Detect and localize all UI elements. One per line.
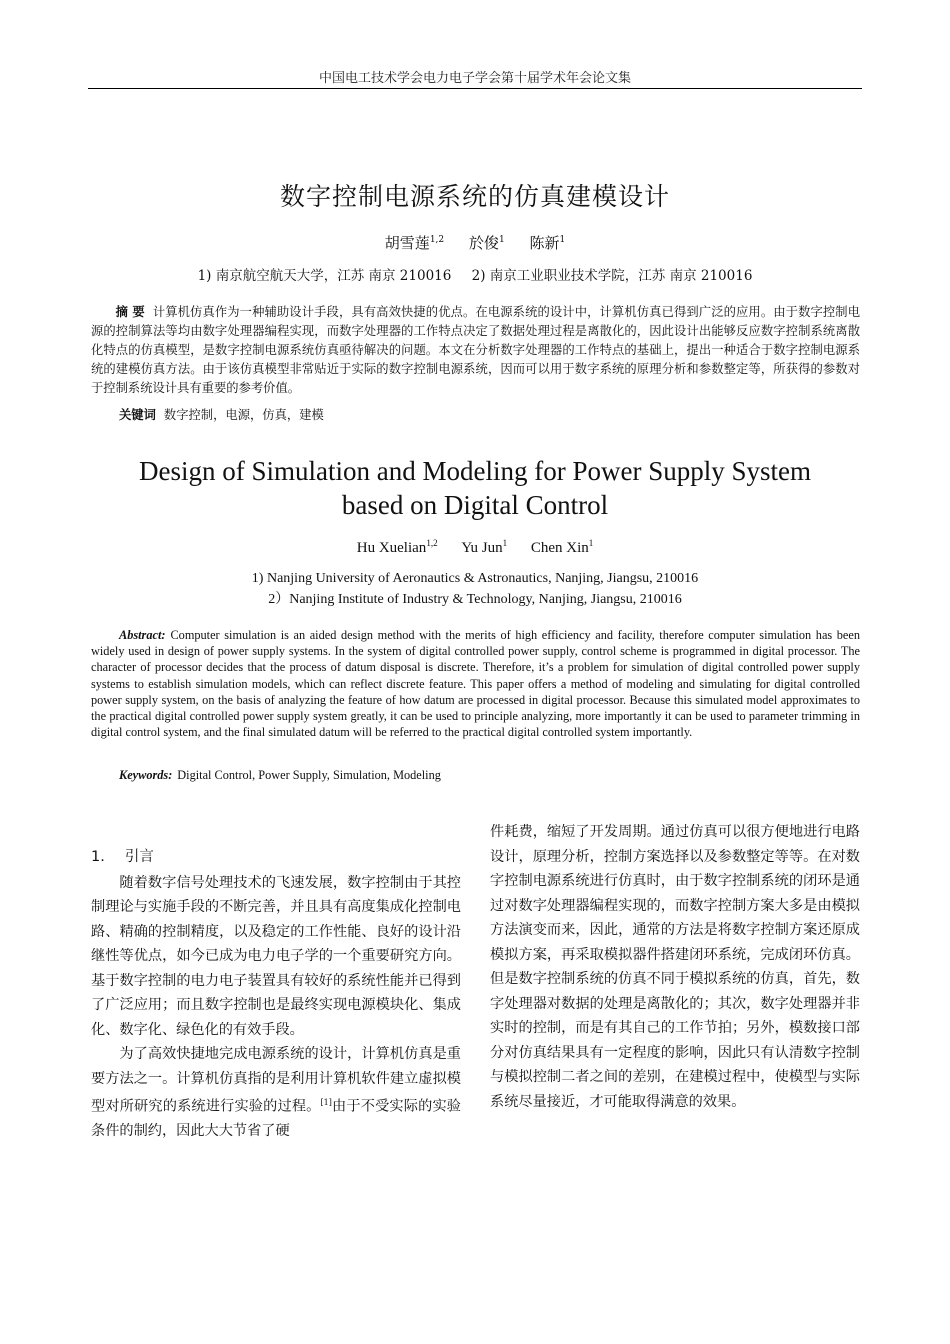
author-name: Hu Xuelian	[356, 540, 427, 556]
author-affil-mark: 1,2	[429, 235, 445, 245]
keywords-label: Keywords:	[119, 768, 173, 782]
title-line: based on Digital Control	[341, 490, 609, 520]
author-affil-mark: 1	[559, 235, 566, 245]
paragraph-text: 为了高效快捷地完成电源系统的设计，计算机仿真是重要方法之一。计算机仿真指的是利用计算机软件建立虚拟模型对所研究的系统进行实验的过程。	[91, 1046, 461, 1115]
affiliation: 2) 南京工业职业技术学院，江苏 南京 210016	[471, 268, 753, 284]
keywords-chinese	[119, 405, 859, 423]
author-name: Yu Jun	[461, 540, 503, 556]
author-name: Chen Xin	[530, 540, 589, 556]
author	[357, 540, 438, 556]
running-header: 中国电工技术学会电力电子学会第十届学术年会论文集	[318, 71, 631, 86]
author-name: 胡雪莲	[384, 234, 430, 252]
paragraph: 件耗费，缩短了开发周期。通过仿真可以很方便地进行电路设计，原理分析，控制方案选择以及参数整定等等。在对数字控制电源系统进行仿真时，由于数字控制系统的闭环是通过对数字处理器编程实现的，而数字控制方案大多是由模拟方法演变而来，因此，通常的方法是将数字控制方案还原成模拟方案，再采取模拟器件搭建闭环系统，完成闭环仿真。但是数字控制系统的仿真不同于模拟系统的仿真，首先，数字处理器对数据的处理是离散化的；其次，数字处理器并非实时的控制，而是有其自己的工作节拍；另外，模数接口部分对仿真结果具有一定程度的影响，因此只有认清数字控制与模拟控制二者之间的差别，在建模过程中，使模型与实际系统尽量接近，才可能取得满意的效果。	[490, 824, 860, 1110]
title-line: Design of Simulation and Modeling for Power Supply System	[139, 456, 811, 486]
author-affil-mark: 1	[588, 538, 594, 548]
affiliation: 1) Nanjing University of Aeronautics & Astronautics, Nanjing, Jiangsu, 210016	[251, 571, 699, 586]
abstract-english	[91, 627, 860, 740]
affiliations-english	[0, 568, 950, 610]
keywords-text: 数字控制，电源，仿真，建模	[163, 408, 324, 422]
citation-ref: [1]	[320, 1098, 332, 1107]
author	[529, 234, 565, 252]
affiliation: 2）Nanjing Institute of Industry & Technology, Nanjing, Jiangsu, 210016	[268, 592, 682, 607]
abstract-chinese	[91, 303, 860, 398]
affiliation: 1) 南京航空航天大学，江苏 南京 210016	[197, 268, 452, 284]
affiliations-chinese	[0, 264, 950, 284]
body-column-left	[91, 845, 461, 1144]
header-rule	[88, 88, 862, 89]
keywords-label: 关键词	[119, 408, 156, 422]
authors-english	[0, 538, 950, 557]
author	[385, 234, 444, 252]
abstract-text: Computer simulation is an aided design method with the merits of high efficiency and facility, therefore computer simulation has been widely used in design of power supply systems. In the system of digital controlled power supply, control scheme is programmed in digital processor. The character of processor decides that the process of datum disposal is discrete. Therefore, it’s a problem for simulation of digital controlled power supply systems to establish simulation models, which can reflect discrete feature. This paper offers a method of modeling and simulating for digital controlled power supply system, on the basis of analyzing the feature of how datum are processed in digital processor. Because this simulated model approximates to the practical digital controlled power supply system greatly, it can be used to principle analyzing, more importantly it can be used to parameter trimming in digital control system, and the final simulated datum will be referred to the practical digital controlled system importantly.	[91, 628, 860, 740]
author-name: 陈新	[529, 234, 560, 252]
paragraph	[91, 1042, 461, 1144]
author-affil-mark: 1	[498, 235, 505, 245]
authors-chinese	[0, 232, 950, 253]
author-name: 於俊	[468, 234, 499, 252]
section-number: 1.	[91, 849, 105, 865]
section-title: 引言	[124, 849, 154, 865]
section-heading	[91, 845, 461, 870]
author	[531, 540, 593, 556]
keywords-text: Digital Control, Power Supply, Simulation, Modeling	[177, 768, 441, 782]
paragraph: 随着数字信号处理技术的飞速发展，数字控制由于其控制理论与实施手段的不断完善，并且具有高度集成化控制电路、精确的控制精度，以及稳定的工作性能、良好的设计沿继性等优点，如今已成为电力电子学的一个重要研究方向。基于数字控制的电力电子装置具有较好的系统性能并已得到了广泛应用；而且数字控制也是最终实现电源模块化、集成化、数字化、绿色化的有效手段。	[91, 874, 461, 1038]
abstract-label: 摘 要	[115, 305, 145, 319]
paragraph-text: 由于不受实际的实验条件的制约，因此大大节省了硬	[91, 1098, 461, 1140]
author-affil-mark: 1	[502, 538, 508, 548]
title-english	[0, 454, 950, 522]
author	[469, 234, 505, 252]
title-chinese: 数字控制电源系统的仿真建模设计	[279, 182, 670, 211]
abstract-label: Abstract:	[119, 628, 166, 642]
author-affil-mark: 1,2	[426, 538, 438, 548]
abstract-text: 计算机仿真作为一种辅助设计手段，具有高效快捷的优点。在电源系统的设计中，计算机仿真已得到广泛的应用。由于数字控制电源的控制算法等均由数字处理器编程实现，而数字处理器的工作特点决定了数据处理过程是离散化的，因此设计出能够反应数字控制系统离散化特点的仿真模型，是数字控制电源系统仿真亟待解决的问题。本文在分析数字处理器的工作特点的基础上，提出一种适合于数字控制电源系统的建模仿真方法。由于该仿真模型非常贴近于实际的数字控制电源系统，因而可以用于数字系统的原理分析和参数整定等，所获得的参数对于控制系统设计具有重要的参考价值。	[91, 305, 860, 395]
keywords-english	[119, 768, 859, 783]
author	[461, 540, 507, 556]
body-column-right	[490, 820, 860, 1114]
